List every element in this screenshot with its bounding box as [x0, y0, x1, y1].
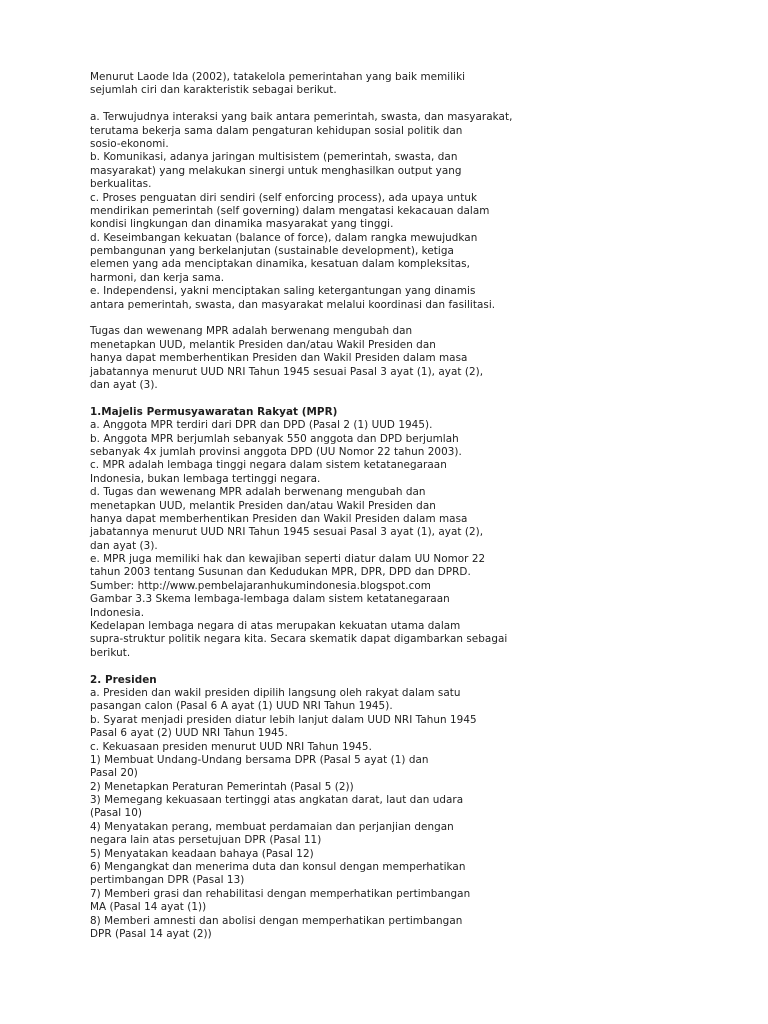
text-line: jabatannya menurut UUD NRI Tahun 1945 sesuai Pasal 3 ayat (1), ayat (2), [90, 526, 484, 539]
text-line: 3) Memegang kekuasaan tertinggi atas angkatan darat, laut dan udara [90, 794, 464, 807]
text-line: a. Anggota MPR terdiri dari DPR dan DPD (Pasal 2 (1) UUD 1945). [90, 419, 433, 432]
text-line: d. Keseimbangan kekuatan (balance of force), dalam rangka mewujudkan [90, 231, 478, 244]
text-line: a. Terwujudnya interaksi yang baik antara pemerintah, swasta, dan masyarakat, [90, 111, 513, 124]
text-line: 6) Mengangkat dan menerima duta dan konsul dengan memperhatikan [90, 861, 466, 874]
text-line: b. Komunikasi, adanya jaringan multisistem (pemerintah, swasta, dan [90, 151, 458, 164]
text-line: menetapkan UUD, melantik Presiden dan/atau Wakil Presiden dan [90, 499, 436, 512]
text-line: (Pasal 10) [90, 807, 142, 820]
text-line: pembangunan yang berkelanjutan (sustainable development), ketiga [90, 245, 454, 258]
text-line: Pasal 20) [90, 767, 138, 780]
text-line: 8) Memberi amnesti dan abolisi dengan memperhatikan pertimbangan [90, 914, 463, 927]
text-line: 1) Membuat Undang-Undang bersama DPR (Pasal 5 ayat (1) dan [90, 753, 429, 766]
text-line: Pasal 6 ayat (2) UUD NRI Tahun 1945. [90, 727, 288, 740]
text-line: pasangan calon (Pasal 6 A ayat (1) UUD NRI Tahun 1945). [90, 700, 393, 713]
paragraph-intro [90, 71, 690, 98]
text-line: Indonesia. [90, 606, 145, 619]
text-line: harmoni, dan kerja sama. [90, 271, 225, 284]
text-line: 4) Menyatakan perang, membuat perdamaian dan perjanjian dengan [90, 820, 454, 833]
text-line: pertimbangan DPR (Pasal 13) [90, 874, 245, 887]
text-line: c. MPR adalah lembaga tinggi negara dalam sistem ketatanegaraan [90, 459, 447, 472]
text-line: supra-struktur politik negara kita. Secara skematik dapat digambarkan sebagai [90, 633, 508, 646]
source-link[interactable]: Sumber: http://www.pembelajaranhukumindonesia.blogspot.com [90, 579, 431, 592]
text-line: berikut. [90, 646, 131, 659]
section-presiden [90, 674, 690, 942]
text-line: masyarakat) yang melakukan sinergi untuk menghasilkan output yang [90, 164, 462, 177]
text-line: dan ayat (3). [90, 378, 158, 391]
paragraph-gap [90, 660, 690, 673]
text-line: Tugas dan wewenang MPR adalah berwenang mengubah dan [90, 325, 413, 338]
section-mpr [90, 406, 690, 660]
section-heading: 2. Presiden [90, 673, 157, 686]
text-line: sosio-ekonomi. [90, 137, 169, 150]
text-line: negara lain atas persetujuan DPR (Pasal 11) [90, 834, 322, 847]
text-line: sebanyak 4x jumlah provinsi anggota DPD (UU Nomor 22 tahun 2003). [90, 445, 462, 458]
text-line: berkualitas. [90, 178, 152, 191]
text-line: tahun 2003 tentang Susunan dan Kedudukan MPR, DPR, DPD dan DPRD. [90, 566, 471, 579]
document-page [90, 71, 690, 941]
text-line: Kedelapan lembaga negara di atas merupakan kekuatan utama dalam [90, 620, 461, 633]
text-line: hanya dapat memberhentikan Presiden dan Wakil Presiden dalam masa [90, 352, 468, 365]
text-line: mendirikan pemerintah (self governing) dalam mengatasi kekacauan dalam [90, 204, 490, 217]
text-line: 5) Menyatakan keadaan bahaya (Pasal 12) [90, 847, 314, 860]
text-line: e. MPR juga memiliki hak dan kewajiban seperti diatur dalam UU Nomor 22 [90, 553, 486, 566]
text-line: DPR (Pasal 14 ayat (2)) [90, 928, 212, 940]
text-line: antara pemerintah, swasta, dan masyarakat melalui koordinasi dan fasilitasi. [90, 298, 496, 311]
text-line: jabatannya menurut UUD NRI Tahun 1945 sesuai Pasal 3 ayat (1), ayat (2), [90, 365, 484, 378]
text-line: menetapkan UUD, melantik Presiden dan/atau Wakil Presiden dan [90, 338, 436, 351]
text-line: sejumlah ciri dan karakteristik sebagai berikut. [90, 84, 337, 97]
text-line: elemen yang ada menciptakan dinamika, kesatuan dalam kompleksitas, [90, 258, 470, 271]
text-line: c. Proses penguatan diri sendiri (self enforcing process), ada upaya untuk [90, 191, 478, 204]
text-line: d. Tugas dan wewenang MPR adalah berwenang mengubah dan [90, 486, 426, 499]
text-line: Menurut Laode Ida (2002), tatakelola pemerintahan yang baik memiliki [90, 71, 466, 83]
text-line: b. Syarat menjadi presiden diatur lebih lanjut dalam UUD NRI Tahun 1945 [90, 713, 477, 726]
text-line: MA (Pasal 14 ayat (1)) [90, 901, 207, 914]
text-line: kondisi lingkungan dan dinamika masyarakat yang tinggi. [90, 218, 394, 231]
paragraph-mpr-duties [90, 325, 690, 392]
paragraph-gap [90, 312, 690, 325]
paragraph-characteristics [90, 111, 690, 312]
text-line: b. Anggota MPR berjumlah sebanyak 550 anggota dan DPD berjumlah [90, 432, 459, 445]
text-line: Indonesia, bukan lembaga tertinggi negara. [90, 472, 321, 485]
text-line: 2) Menetapkan Peraturan Pemerintah (Pasal 5 (2)) [90, 780, 354, 793]
text-line: hanya dapat memberhentikan Presiden dan Wakil Presiden dalam masa [90, 512, 468, 525]
text-line: c. Kekuasaan presiden menurut UUD NRI Tahun 1945. [90, 740, 372, 753]
text-line: e. Independensi, yakni menciptakan saling ketergantungan yang dinamis [90, 285, 476, 298]
paragraph-gap [90, 98, 690, 111]
paragraph-gap [90, 392, 690, 405]
section-heading: 1.Majelis Permusyawaratan Rakyat (MPR) [90, 405, 338, 418]
text-line: dan ayat (3). [90, 539, 158, 552]
text-line: 7) Memberi grasi dan rehabilitasi dengan memperhatikan pertimbangan [90, 887, 471, 900]
text-line: Gambar 3.3 Skema lembaga-lembaga dalam sistem ketatanegaraan [90, 593, 450, 606]
text-line: a. Presiden dan wakil presiden dipilih langsung oleh rakyat dalam satu [90, 686, 461, 699]
text-line: terutama bekerja sama dalam pengaturan kehidupan sosial politik dan [90, 124, 463, 137]
